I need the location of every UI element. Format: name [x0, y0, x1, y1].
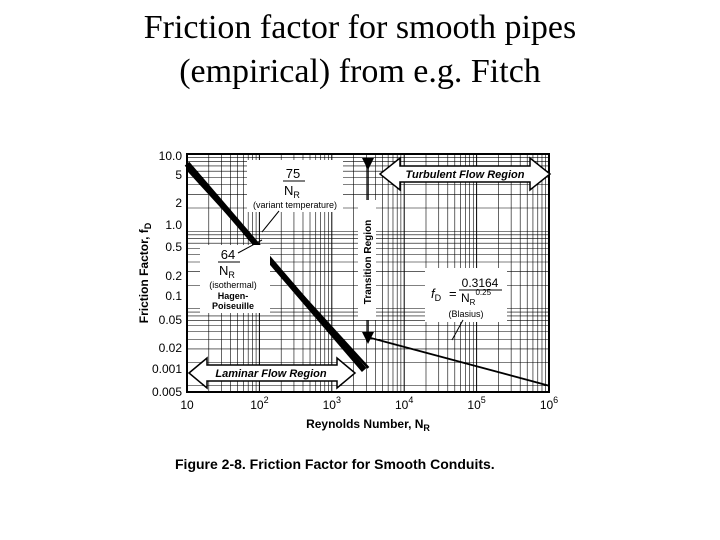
blasius-equals: =: [449, 286, 457, 301]
turbulent-region-label: Turbulent Flow Region: [405, 169, 525, 181]
x-tick-label: $10^5$: [467, 395, 486, 412]
slide-title-line-1: Friction factor for smooth pipes: [143, 9, 577, 46]
y-tick-label: 0.02: [158, 341, 182, 355]
x-tick-labels: [180, 395, 558, 412]
x-tick-label: $10^3$: [322, 395, 341, 412]
x-axis-title: Reynolds Number, $N_R$: [306, 417, 430, 433]
y-tick-label: 0.1: [165, 289, 182, 303]
y-tick-label: 0.005: [151, 385, 182, 399]
variant-numerator: 75: [285, 166, 301, 181]
blasius-note: (Blasius): [448, 309, 484, 319]
hagen-label-line-2: Poiseuille: [211, 301, 255, 311]
slide-title-line-2: (empirical) from e.g. Fitch: [179, 53, 541, 90]
isothermal-numerator: 64: [220, 247, 236, 262]
x-tick-label: $10^4$: [395, 395, 414, 412]
x-tick-label: 10: [180, 398, 194, 412]
variant-leader-line: [262, 211, 279, 232]
x-tick-label: $10^6$: [539, 395, 559, 412]
blasius-denominator: $N_R^{0.25}$: [461, 288, 492, 307]
hagen-label-line-1: Hagen-: [217, 291, 249, 301]
y-tick-label: 0.2: [165, 269, 182, 283]
blasius-leader-line: [452, 320, 463, 340]
isothermal-denominator: $N_R$: [219, 263, 235, 280]
y-axis-title: Friction Factor, $f_D$: [137, 222, 153, 324]
transition-region-label: Transition Region: [363, 219, 374, 305]
figure-caption: Figure 2-8. Friction Factor for Smooth Conduits.: [175, 456, 495, 472]
y-tick-label: 10.0: [158, 149, 182, 163]
y-tick-label: 0.5: [165, 240, 182, 254]
variant-denominator: $N_R$: [284, 183, 300, 200]
variant-note: (variant temperature): [252, 200, 338, 210]
blasius-numerator: 0.3164: [461, 276, 499, 290]
laminar-region-label: Laminar Flow Region: [215, 368, 327, 380]
blasius-lhs: $f_D$: [431, 286, 442, 303]
x-tick-label: $10^2$: [250, 395, 269, 412]
y-tick-label: 0.05: [158, 313, 182, 327]
y-tick-label: 5: [175, 168, 182, 182]
y-tick-label: 0.001: [151, 362, 182, 376]
y-tick-label: 2: [175, 196, 182, 210]
blasius-line: [366, 337, 549, 386]
isothermal-note: (isothermal): [209, 280, 257, 290]
y-tick-labels: [152, 149, 182, 399]
y-tick-label: 1.0: [165, 218, 182, 232]
